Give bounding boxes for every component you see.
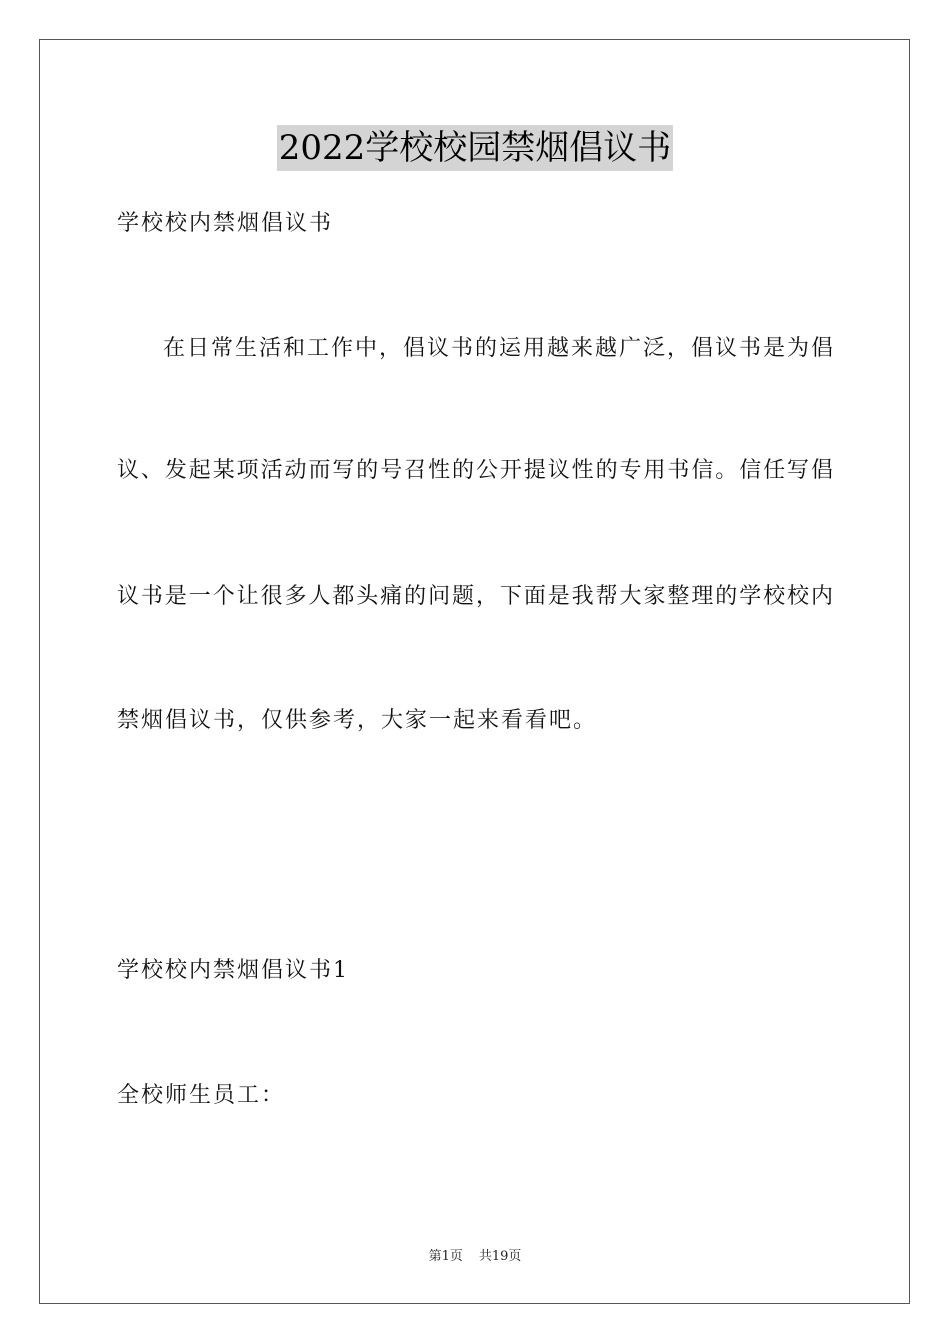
title-container <box>0 125 950 171</box>
intro-line-1: 在日常生活和工作中，倡议书的运用越来越广泛，倡议书是为倡 <box>163 336 833 361</box>
document-title: 2022学校校园禁烟倡议书 <box>277 125 674 171</box>
document-subtitle: 学校校内禁烟倡议书 <box>117 211 334 236</box>
salutation: 全校师生员工： <box>117 1083 286 1108</box>
page-number-total: 共19页 <box>478 1249 522 1264</box>
page-number-current: 第1页 <box>428 1249 463 1264</box>
section-heading: 学校校内禁烟倡议书1 <box>117 958 349 983</box>
intro-line-3: 议书是一个让很多人都头痛的问题，下面是我帮大家整理的学校校内 <box>117 584 833 609</box>
page-footer <box>0 1248 950 1266</box>
intro-line-4: 禁烟倡议书，仅供参考，大家一起来看看吧。 <box>117 708 598 733</box>
intro-line-2: 议、发起某项活动而写的号召性的公开提议性的专用书信。信任写倡 <box>117 458 833 483</box>
